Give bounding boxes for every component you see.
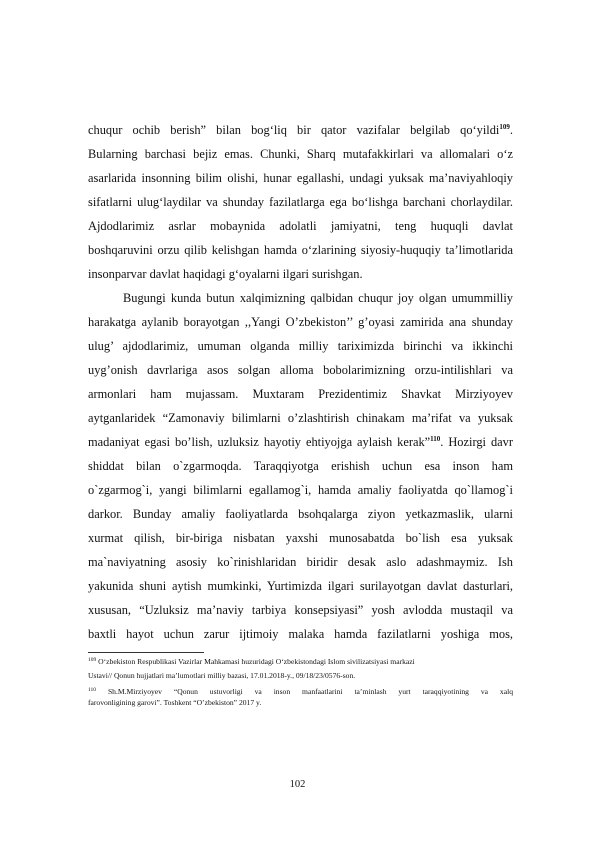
body-line: xususan, “Uzluksiz ma’naviy tarbiya konsepsiyasi” yosh avlodda mustaqil va — [88, 603, 513, 617]
page-number: 102 — [289, 779, 306, 790]
body-line: insonparvar davlat haqidagi g‘oyalarni ilgari surishgan. — [88, 267, 363, 281]
footnote-109-cont: Ustavi// Qonun hujjatlari ma’lumotlari milliy bazasi, 17.01.2018-y., 09/18/23/0576-son. — [88, 671, 356, 680]
body-line: harakatga aylanib borayotgan ,,Yangi O’zbekiston’’ g’oyasi zamirida ana shunday — [88, 315, 513, 329]
body-line: Bugungi kunda butun xalqimizning qalbidan chuqur joy olgan umummilliy — [123, 291, 513, 305]
body-line: uyg’onish davrlariga asos solgan alloma bobolarimizning orzu-intilishlari va — [88, 363, 513, 377]
body-line: Bularning barchasi bejiz emas. Chunki, Sharq mutafakkirlari va allomalari o‘z — [88, 147, 513, 161]
body-line: asarlarida insonning bilim olishi, hunar egallashi, undagi yuksak ma’naviyahloqiy — [88, 171, 513, 185]
body-line: baxtli hayot uchun zarur ijtimoiy malaka hamda fazilatlarni yoshiga mos, — [88, 627, 513, 641]
body-line: Ajdodlarimiz asrlar mobaynida adolatli jamiyatni, teng huquqli davlat — [88, 219, 513, 233]
footnote-ref[interactable]: 110 — [430, 435, 441, 443]
body-line: ma`naviyatning asosiy ko`rinishlaridan biridir desak aslo adashmaymiz. Ish — [88, 555, 513, 569]
body-line: shiddat bilan o`zgarmoqda. Taraqqiyotga erishish uchun esa inson ham — [88, 459, 513, 473]
body-line: armonlari ham mujassam. Muxtaram Prezidentimiz Shavkat Mirziyoyev — [88, 387, 513, 401]
footnote-110-cont: farovonligining garovi”. Toshkent “O’zbekiston” 2017 y. — [88, 698, 262, 707]
body-line: chuqur ochib berish” bilan bog‘liq bir qator vazifalar belgilab qo‘yildi$^{109}$. — [88, 123, 513, 137]
body-line: darkor. Bunday amaliy faoliyatlarda bsohqalarga ziyon yetkazmaslik, ularni — [88, 507, 513, 521]
body-line: aytganlaridek “Zamonaviy bilimlarni o’zlashtirish chinakam ma’rifat va yuksak — [88, 411, 513, 425]
body-line: sifatlarni ulug‘laydilar va shunday fazilatlarga ega bo‘lishga barchani chorlaydilar. — [88, 195, 513, 209]
footnote-separator — [88, 652, 204, 653]
body-line: madaniyat egasi bo’lish, uzluksiz hayotiy ehtiyojga aylaish kerak”$^{110}$. Hozirgi davr — [88, 435, 513, 449]
footnote-ref[interactable]: 109 — [499, 123, 510, 131]
body-line: boshqaruvini orzu qilib kelishgan hamda o‘zlarining siyosiy-huquqiy ta’limotlarida — [88, 243, 513, 257]
body-line: xurmat qilish, bir-biriga nisbatan yaxshi munosabatda bo`lish esa yuksak — [88, 531, 513, 545]
footnote-109: $^{109}$ O‘zbekiston Respublikasi Vazirlar Mahkamasi huzuridagi O‘zbekistondagi Islom sivilizatsiyasi markazi — [88, 657, 415, 666]
body-line: o`zgarmog`i, yangi bilimlarni egallamog`i, hamda amaliy faoliyatda qo`llamog`i — [88, 483, 513, 497]
body-line: ulug’ ajdodlarimiz, umuman olganda milliy tariximizda birinchi va ikkinchi — [88, 339, 513, 353]
footnote-110: $^{110}$ Sh.M.Mirziyoyev “Qonun ustuvorligi va inson manfaatlarini ta’minlash yurt taraqqiyotining va xalq — [88, 687, 513, 696]
body-line: yakunida shuni aytish mumkinki, Yurtimizda ilgari surilayotgan davlat dasturlari, — [88, 579, 513, 593]
